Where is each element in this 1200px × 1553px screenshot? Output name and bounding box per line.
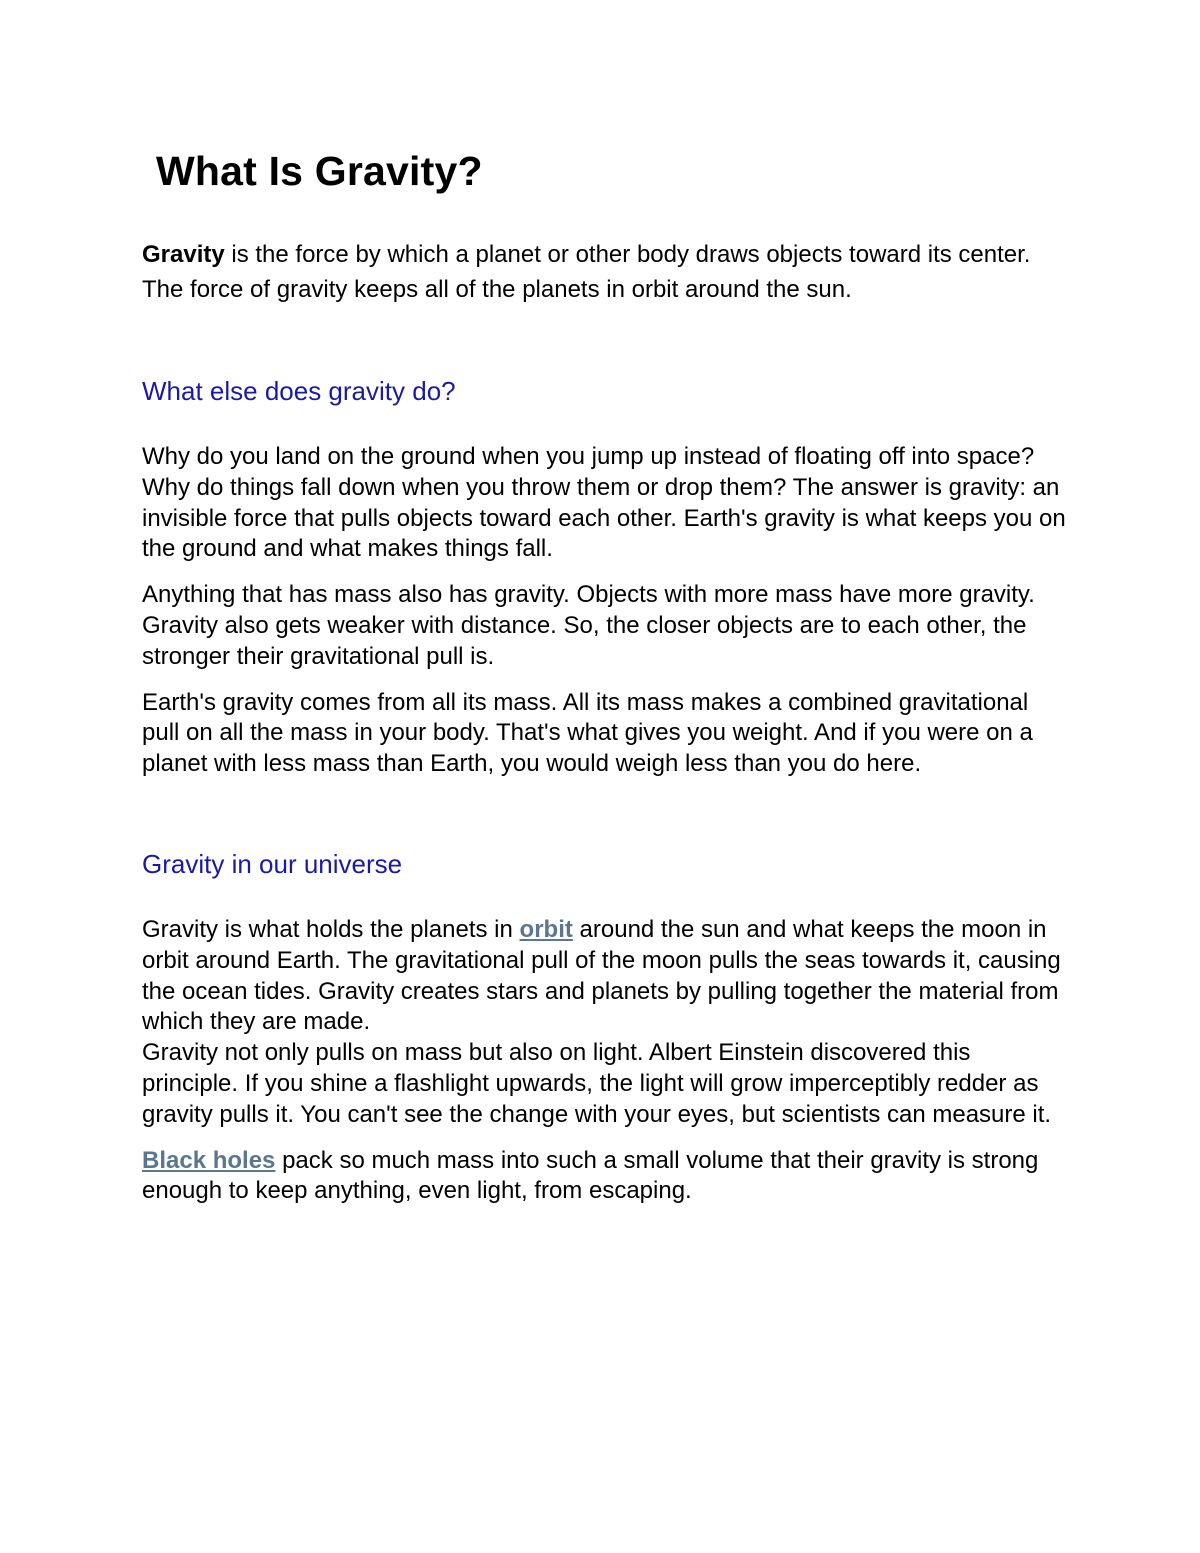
intro-paragraph xyxy=(142,237,1072,307)
intro-bold-term: Gravity xyxy=(142,241,225,268)
black-holes-link[interactable]: Black holes xyxy=(142,1146,276,1174)
section1-paragraph-1: Why do you land on the ground when you jump up instead of floating off into space? Why do things fall down when you throw them or drop them? The answer is gravity: an invisible force that pulls objects toward each other. Earth's gravity is what keeps you on the ground and what makes things fall. xyxy=(142,443,1066,563)
section-heading-universe: Gravity in our universe xyxy=(142,848,403,879)
page-title: What Is Gravity? xyxy=(156,148,483,194)
section2-p1-after: around the sun and what keeps the moon in orbit around Earth. The gravitational pull of the moon pulls the seas towards it, causing the ocean tides. Gravity creates stars and planets by pulling together the material from which they are made. xyxy=(142,915,1061,1036)
document-page xyxy=(142,140,1072,1207)
section1-paragraph-2: Anything that has mass also has gravity. Objects with more mass have more gravity. Gravity also gets weaker with distance. So, the closer objects are to each other, the stronger their gravitational pull is. xyxy=(142,581,1035,670)
section2-p1-before: Gravity is what holds the planets in xyxy=(142,915,520,943)
section2-paragraph-2: Gravity not only pulls on mass but also on light. Albert Einstein discovered this principle. If you shine a flashlight upwards, the light will grow imperceptibly redder as gravity pulls it. You can't see the change with your eyes, but scientists can measure it. xyxy=(142,1039,1052,1128)
orbit-link[interactable]: orbit xyxy=(519,915,573,943)
section1-paragraph-3: Earth's gravity comes from all its mass. All its mass makes a combined gravitational pull on all the mass in your body. That's what gives you weight. And if you were on a planet with less mass than Earth, you would weigh less than you do here. xyxy=(142,688,1033,778)
section2-paragraph-3 xyxy=(142,1146,1072,1208)
section2-paragraph-1 xyxy=(142,915,1072,1038)
intro-text: is the force by which a planet or other body draws objects toward its center. The force of gravity keeps all of the planets in orbit around the sun. xyxy=(142,241,1031,303)
section2-p3-after: pack so much mass into such a small volume that their gravity is strong enough to keep anything, even light, from escaping. xyxy=(142,1146,1039,1205)
section-heading-what-else: What else does gravity do? xyxy=(142,376,456,406)
